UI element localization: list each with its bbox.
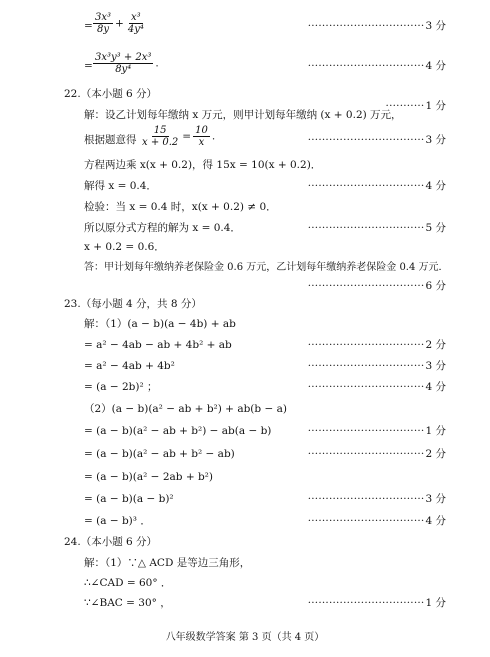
score-mark: ································· 5 分 (307, 222, 446, 234)
score-mark: ··········· 1 分 (385, 100, 446, 112)
q21-step3: = $\frac{\text{3x³}}{8y}$ + $\frac{\text{x³}}{\text{4y⁴}}$ ································· 3 分 (84, 12, 446, 35)
score-mark: ································· 1 分 (307, 597, 446, 609)
q21-step4: = $\frac{\text{3x³y³ + 2x³}}{\text{8y⁴}}$ . ································· 4 分 (84, 52, 446, 75)
fraction: $\frac{\text{x³}}{\text{4y⁴}}$ (127, 12, 144, 35)
score-mark: ································· 4 分 (307, 60, 446, 72)
score-mark: ································· 1 分 (307, 425, 446, 437)
fraction: $\frac{\text{3x³y³ + 2x³}}{\text{8y⁴}}$ (95, 52, 152, 75)
score-mark: ································· 4 分 (307, 180, 446, 192)
score-mark: ································· 3 分 (307, 20, 446, 32)
score-mark: ································· 2 分 (307, 448, 446, 460)
answer-key-page: = $\frac{\text{3x³}}{8y}$ + $\frac{\text{x³}}{\text{4y⁴}}$ ································· 3 分 = $\frac{\text{3x³y³ + 2x³}}{\text{8y⁴}}$ . ································· 4 分 22.（本小题 6 分） 解：设乙计划每年缴纳 x 万元，则甲计划每年缴纳 (x + 0.2) 万元， ··········· 1 分 根据题意得 $\frac{15}{x + 0.2}$ = $\frac{10}{x}$ . ································· 3 分 方程两边乘 x(x + 0.2)，得 15x = 10(x + 0.2)． 解得 x = 0.4． ································· 4 分 检验：当 x = 0.4 时，x(x + 0.2) ≠ 0． 所以原分式方程的解为 x = 0.4． ································· 5 分 x + 0.2 = 0.6． 答：甲计划每年缴纳养老保险金 0.6 万元，乙计划每年缴纳养老保险金 0.4 万元． ································· 6 分 23.（每小题 4 分，共 8 分） 解：（1）(a − b)(a − 4b) + ab = a² − 4ab − ab + 4b² + ab ································· 2 分 = a² − 4ab + 4b² ································· 3 分 = (a − 2b)² ； ································· 4 分 （2）(a − b)(a² − ab + b²) + ab(b − a) = (a − b)(a² − ab + b²) − ab(a − b) ································· 1 分 = (a − b)(a² − ab + b² − ab) ································· 2 分 = (a − b)(a² − 2ab + b²) = (a − b)(a − b)² ································· 3 分 = (a − b)³ ． ································· 4 分 24.（本小题 6 分） 解：（1）∵△ ACD 是等边三角形， ∴∠CAD = 60° ． ∵∠BAC = 30° ， ································· 1 分 八年级数学答案 第 3 页（共 4 页） (0, 0, 490, 657)
score-mark: ································· 4 分 (307, 515, 446, 527)
fraction: $\frac{\text{3x³}}{8y}$ (95, 12, 112, 35)
score-mark: ································· 2 分 (307, 339, 446, 351)
q22-line2: 根据题意得 $\frac{15}{x + 0.2}$ = $\frac{10}{x}$ . ································· 3 分 (84, 125, 446, 148)
score-mark: ································· 4 分 (307, 381, 446, 393)
fraction: $\frac{10}{x}$ (195, 125, 208, 148)
page-footer: 八年级数学答案 第 3 页（共 4 页） (165, 632, 325, 643)
score-mark: ································· 6 分 (307, 280, 446, 292)
equals-sign: = (84, 60, 93, 72)
equals-sign: = (84, 20, 93, 32)
fraction: $\frac{15}{x + 0.2}$ (142, 125, 179, 148)
score-mark: ································· 3 分 (307, 134, 446, 146)
score-mark: ································· 3 分 (307, 360, 446, 372)
score-mark: ································· 3 分 (307, 493, 446, 505)
